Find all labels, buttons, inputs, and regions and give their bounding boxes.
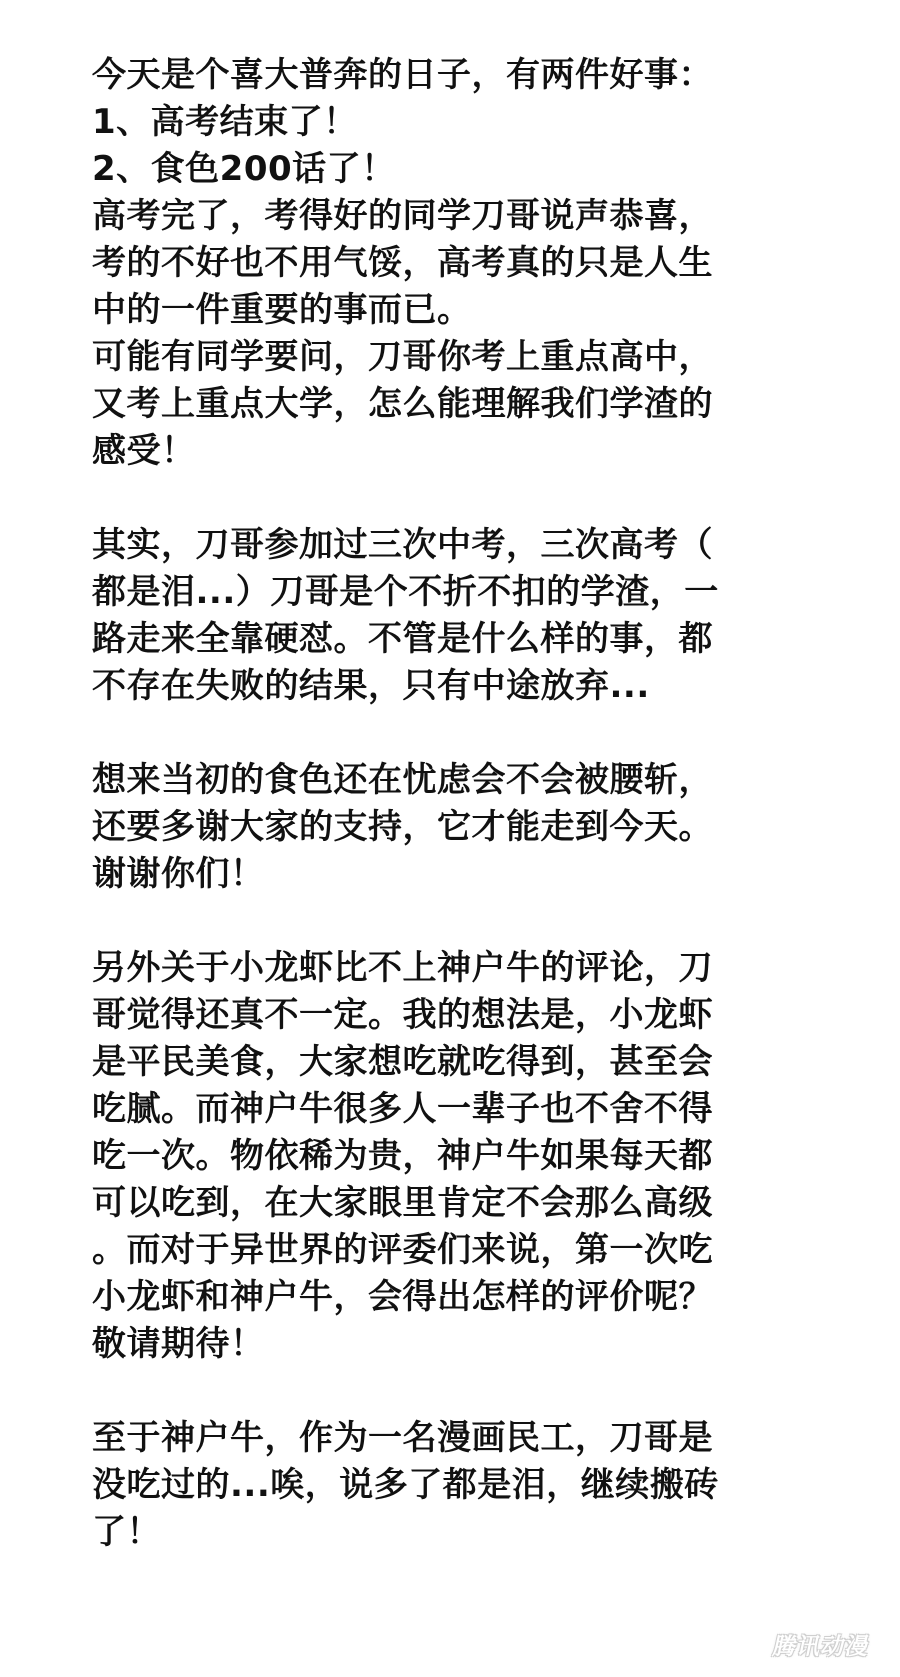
text-line: 可能有同学要问，刀哥你考上重点高中， [92,337,713,377]
text-line: 考的不好也不用气馁，高考真的只是人生 [92,243,713,283]
text-line: 高考完了，考得好的同学刀哥说声恭喜， [92,196,713,236]
paragraph-exams [92,522,822,710]
paragraph-thanks [92,757,822,898]
paragraph-intro [92,52,822,475]
text-line: 又考上重点大学，怎么能理解我们学渣的 [92,384,713,424]
text-line: 还要多谢大家的支持，它才能走到今天。 [92,807,713,847]
text-line: 都是泪...）刀哥是个不折不扣的学渣，一 [92,572,719,612]
author-note-text [92,52,822,1603]
text-line: 可以吃到，在大家眼里肯定不会那么高级 [92,1183,713,1223]
text-line: 吃一次。物依稀为贵，神户牛如果每天都 [92,1136,713,1176]
text-line: 是平民美食，大家想吃就吃得到，甚至会 [92,1042,713,1082]
paragraph-closing [92,1415,822,1556]
text-line: 今天是个喜大普奔的日子，有两件好事： [92,55,713,95]
paragraph-crayfish [92,945,822,1368]
text-line: 敬请期待！ [92,1324,265,1364]
text-line: 。而对于异世界的评委们来说，第一次吃 [92,1230,713,1270]
text-line: 感受！ [92,431,196,471]
text-line: 中的一件重要的事而已。 [92,290,472,330]
text-line: 1、高考结束了！ [92,102,358,142]
text-line: 谢谢你们！ [92,854,265,894]
text-line: 小龙虾和神户牛，会得出怎样的评价呢？ [92,1277,713,1317]
text-line: 没吃过的...唉，说多了都是泪，继续搬砖 [92,1465,719,1505]
text-line: 2、食色200话了！ [92,149,396,189]
text-line: 哥觉得还真不一定。我的想法是，小龙虾 [92,995,713,1035]
text-line: 了！ [92,1512,161,1552]
text-line: 路走来全靠硬怼。不管是什么样的事，都 [92,619,713,659]
text-line: 另外关于小龙虾比不上神户牛的评论，刀 [92,948,713,988]
text-line: 其实，刀哥参加过三次中考，三次高考（ [92,525,713,565]
text-line: 吃腻。而神户牛很多人一辈子也不舍不得 [92,1089,713,1129]
tencent-comic-watermark: 腾讯动漫 [770,1633,873,1660]
text-line: 想来当初的食色还在忧虑会不会被腰斩， [92,760,713,800]
text-line: 至于神户牛，作为一名漫画民工，刀哥是 [92,1418,713,1458]
text-line: 不存在失败的结果，只有中途放弃... [92,666,650,706]
